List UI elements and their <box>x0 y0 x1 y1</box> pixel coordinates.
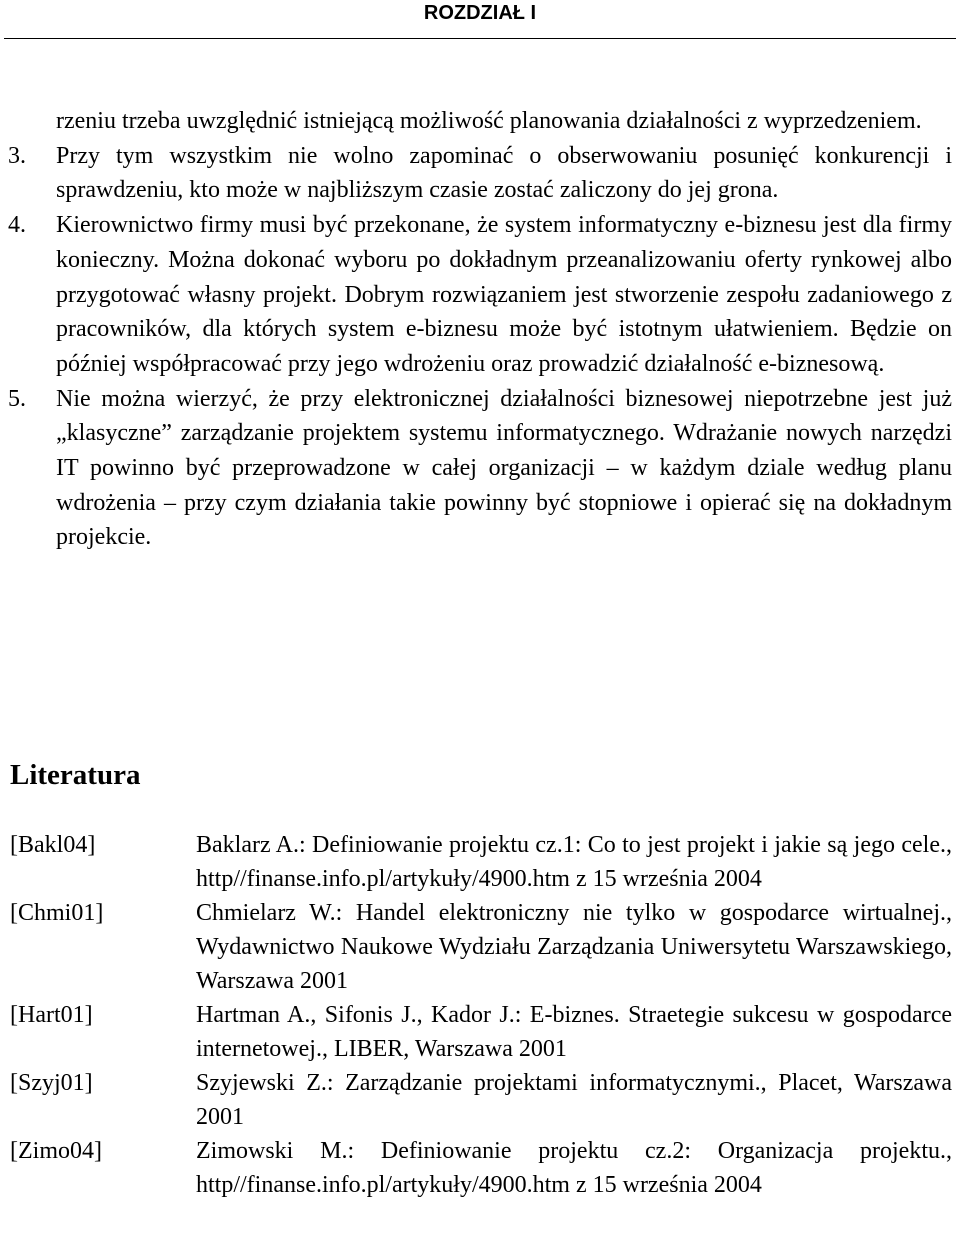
list-item-number: 5. <box>8 385 26 412</box>
list-item-text: Kierownictwo firmy musi być przekonane, że system informatyczny e-biznesu jest dla firmy konieczny. Można dokonać wyboru po dokładnym przeanalizowaniu oferty rynkowej albo przygotować własny projekt. Dobrym rozwiązaniem jest stworzenie zespołu zadaniowego z pracowników, dla których system e-biznesu może być istotnym ułatwieniem. Będzie on później współpracować przy jego wdrożeniu oraz prowadzić działalność e-biznesową. <box>56 212 952 377</box>
reference-text: Szyjewski Z.: Zarządzanie projektami informatycznymi., Placet, Warszawa 2001 <box>196 1070 952 1130</box>
reference-key: [Bakl04] <box>10 832 96 858</box>
list-item <box>0 139 960 208</box>
list-item-number: 4. <box>8 212 26 239</box>
reference-text: Zimowski M.: Definiowanie projektu cz.2: Organizacja projektu., http//finanse.info.pl/artykuły/4900.htm z 15 września 2004 <box>196 1138 952 1198</box>
reference-text: Chmielarz W.: Handel elektroniczny nie tylko w gospodarce wirtualnej., Wydawnictwo Naukowe Wydziału Zarządzania Uniwersytetu Warszawskiego, Warszawa 2001 <box>196 900 952 994</box>
header-divider <box>4 38 956 39</box>
intro-text: rzeniu trzeba uwzględnić istniejącą możliwość planowania działalności z wyprzedzeniem. <box>56 108 922 134</box>
intro-paragraph <box>0 104 960 139</box>
chapter-title: ROZDZIAŁ I <box>423 2 537 24</box>
list-item-text: Nie można wierzyć, że przy elektronicznej działalności biznesowej niepotrzebne jest już „klasyczne” zarządzanie projektem systemu informatycznego. Wdrażanie nowych narzędzi IT powinno być przeprowadzone w całej organizacji – w każdym dziale według planu wdrożenia – przy czym działania takie powinny być stopniowe i opierać się na dokładnym projekcie. <box>56 385 952 551</box>
reference-key: [Zimo04] <box>10 1138 102 1164</box>
body-text <box>0 104 960 555</box>
literature-heading: Literatura <box>10 759 141 791</box>
reference-key: [Chmi01] <box>10 900 104 926</box>
list-item-number: 3. <box>8 142 26 169</box>
reference-key: [Szyj01] <box>10 1070 93 1096</box>
reference-text: Baklarz A.: Definiowanie projektu cz.1: Co to jest projekt i jakie są jego cele., http//finanse.info.pl/artykuły/4900.htm z 15 września 2004 <box>196 832 952 892</box>
reference-key: [Hart01] <box>10 1002 93 1028</box>
reference-item <box>0 1134 960 1202</box>
list-item-text: Przy tym wszystkim nie wolno zapominać o obserwowaniu posunięć konkurencji i sprawdzeniu, kto może w najbliższym czasie zostać zaliczony do jej grona. <box>56 142 952 204</box>
chapter-header <box>0 0 960 30</box>
reference-item <box>0 828 960 896</box>
reference-list <box>0 828 960 1202</box>
reference-item <box>0 896 960 998</box>
reference-text: Hartman A., Sifonis J., Kador J.: E-biznes. Straetegie sukcesu w gospodarce internetowej., LIBER, Warszawa 2001 <box>196 1002 952 1062</box>
reference-item <box>0 998 960 1066</box>
list-item <box>0 382 960 556</box>
reference-item <box>0 1066 960 1134</box>
list-item <box>0 208 960 382</box>
